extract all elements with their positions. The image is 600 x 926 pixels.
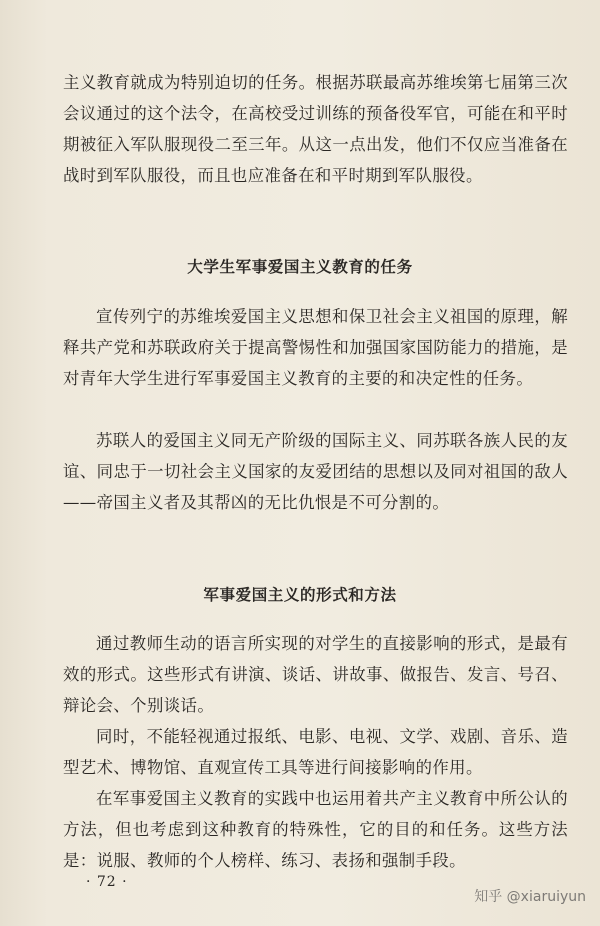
methods-paragraph-2: 同时，不能轻视通过报纸、电影、电视、文学、戏剧、音乐、造型艺术、博物馆、直观宣传工具等进行间接影响的作用。 [63, 727, 568, 777]
zhihu-watermark: 知乎 @xiaruiyun [474, 889, 586, 905]
methods-paragraph-1: 通过教师生动的语言所实现的对学生的直接影响的形式，是最有效的形式。这些形式有讲演、谈话、讲故事、做报告、发言、号召、辩论会、个别谈话。 [63, 634, 568, 715]
tasks-paragraph-2: 苏联人的爱国主义同无产阶级的国际主义、同苏联各族人民的友谊、同忠于一切社会主义国家的友爱团结的思想以及同对祖国的敌人——帝国主义者及其帮凶的无比仇恨是不可分割的。 [63, 431, 568, 512]
page-number: · 72 · [86, 874, 128, 890]
section-heading-forms-methods: 军事爱国主义的形式和方法 [203, 586, 397, 604]
continued-paragraph: 主义教育就成为特别迫切的任务。根据苏联最高苏维埃第七届第三次会议通过的这个法令，在高校受过训练的预备役军官，可能在和平时期被征入军队服现役二至三年。从这一点出发，他们不仅应当准备在战时到军队服役，而且也应准备在和平时期到军队服役。 [63, 73, 568, 185]
methods-paragraph-3: 在军事爱国主义教育的实践中也运用着共产主义教育中所公认的方法，但也考虑到这种教育的特殊性，它的目的和任务。这些方法是：说服、教师的个人榜样、练习、表扬和强制手段。 [63, 789, 568, 870]
section-heading-tasks: 大学生军事爱国主义教育的任务 [187, 258, 413, 276]
tasks-paragraph-1: 宣传列宁的苏维埃爱国主义思想和保卫社会主义祖国的原理，解释共产党和苏联政府关于提高警惕性和加强国家国防能力的措施，是对青年大学生进行军事爱国主义教育的主要的和决定性的任务。 [63, 307, 568, 388]
